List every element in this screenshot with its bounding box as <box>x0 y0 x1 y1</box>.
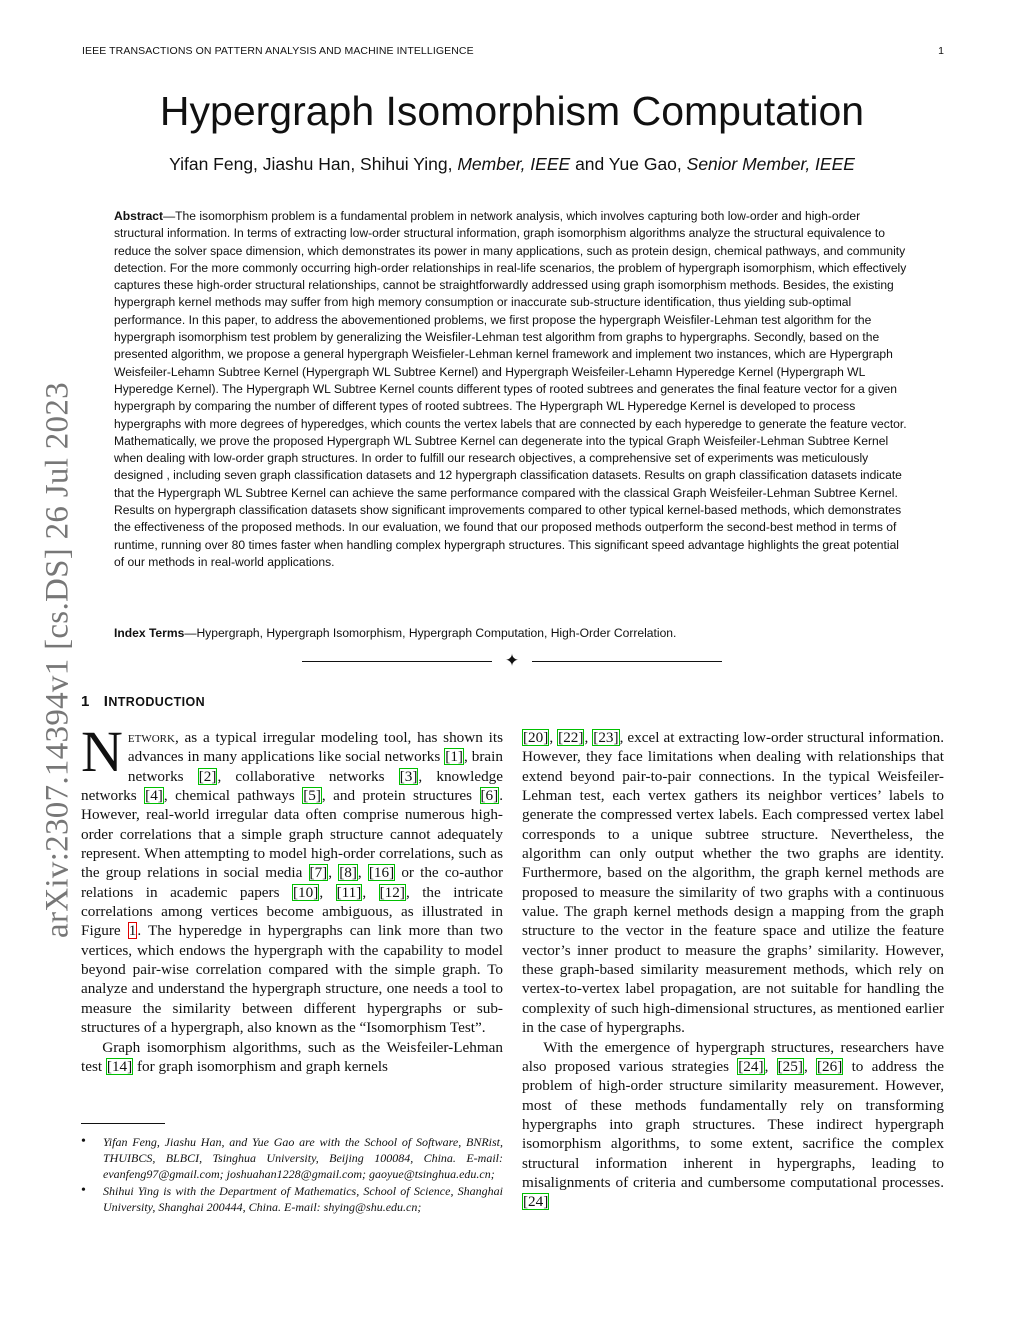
text-run: , <box>319 883 336 901</box>
citation-link[interactable]: [25] <box>777 1057 803 1075</box>
intro-paragraph-4 <box>522 1038 944 1212</box>
divider-line-left <box>302 661 492 662</box>
citation-link[interactable]: [5] <box>303 787 321 805</box>
citation-link[interactable]: [20] <box>523 729 549 746</box>
citation-link[interactable]: [7] <box>309 864 328 882</box>
text-run: , excel at extracting low-order structural information. However, they face limitations when dealing with relationships that extend beyond pair-to-pair connections. In the typical Weisfeiler-Lehman test, each vertex gathers its neighbor vertices’ labels to generate the compressed vertex labels. Each compressed vertex label corresponds to a unique subtree structure. Nevertheless, the algorithm can only output whether the two graphs are identity. Furthermore, based on the algorithm, the graph kernel methods are proposed to measure the similarity of two graphs with a continuous value. The graph kernel methods design a mapping from the graph structure to the vector in the feature space and utilize the feature vector’s inner product to measure the graphs’ similarity. However, these graph-based similarity measurement methods, which rely on vertex-to-vertex label propagation, are not suitable for handling the complexity of such high-dimensional structures, as mentioned earlier in the case of hypergraphs. <box>522 729 945 1037</box>
text-run: , <box>764 1057 777 1075</box>
citation-link[interactable]: [2] <box>198 767 217 785</box>
divider-star-icon: ✦ <box>504 651 520 670</box>
footnotes <box>81 1134 503 1216</box>
intro-paragraph-2 <box>81 1038 503 1077</box>
text-run: , collaborative networks <box>217 767 399 785</box>
text-run: . The hyperedge in hypergraphs can link more than two vertices, which endows the hypergraph with the capability to model beyond pair-wise correlation compared with the simple graph. To analyze and understand the hypergraph structure, one needs a tool to measure the similarity between different hypergraphs or sub-structures of a hypergraph, also known as the “Isomorphism Test”. <box>81 922 503 1037</box>
text-run: , brain networks <box>127 748 503 785</box>
left-column <box>81 719 504 1076</box>
abstract-text: —The isomorphism problem is a fundamental problem in network analysis, which involves capturing both low-order and high-order structural information. In terms of extracting low-order structural information, graph isomorphism algorithms analyze the structural equivalence to reduce the solver space dimension, which demonstrates its power in many applications, such as protein design, chemical pathways, and community detection. For the more commonly occurring high-order relationships in real-life scenarios, the problem of hypergraph isomorphism, which effectively captures these high-order structural relationships, cannot be straightforwardly addressed using graph isomorphism methods. Besides, the existing hypergraph kernel methods may suffer from high memory consumption or inaccurate sub-structure identification, thus yielding sub-optimal performance. In this paper, to address the abovementioned problems, we first propose the hypergraph Weisfiler-Lehman test algorithm for the hypergraph isomorphism test problem by generalizing the Weisfiler-Lehman test algorithm from graphs to hypergraphs. Secondly, based on the presented algorithm, we propose a general hypergraph Weisfieler-Lehman kernel framework and implement two instances, which are Hypergraph Weisfeiler-Lehamn Subtree Kernel (Hypergraph WL Subtree Kernel) and Hypergraph Weisfeiler-Lehamn Hyperedge Kernel (Hypergraph WL Hyperedge Kernel). The Hypergraph WL Subtree Kernel counts different types of rooted subtrees and generates the final feature vector for a given hypergraph by comparing the number of different types of rooted subtrees. The Hypergraph WL Hyperedge Kernel is developed to process hypergraphs with more degrees of hyperedges, which counts the vertex labels that are connected by each hyperedge to generate the feature vector. Mathematically, we prove the proposed Hypergraph WL Subtree Kernel can degenerate into the typical Graph Weisfeiler-Lehman Subtree Kernel when dealing with low-order graph structures. In order to fulfill our research objectives, a comprehensive set of experiments was meticulously designed , including seven graph classification datasets and 12 hypergraph classification datasets. Results on graph classification datasets indicate that the Hypergraph WL Subtree Kernel can achieve the same performance compared with the classical Graph Weisfeiler-Lehman Subtree Kernel. Results on hypergraph classification datasets show significant improvements compared to other typical kernel-based methods, which demonstrates the effectiveness of the proposed methods. In our evaluation, we found that our proposed methods outperform the second-best method in terms of runtime, running over 80 times faster when handling complex hypergraph structures. This significant speed advantage highlights the great potential of our methods in real-world applications. <box>114 209 907 569</box>
text-run: for graph isomorphism and graph kernels <box>133 1057 388 1075</box>
author-role-1: Member, IEEE <box>457 154 571 174</box>
figure-link[interactable]: 1 <box>128 922 137 940</box>
text-run: , and protein structures <box>321 787 480 805</box>
abstract-label: Abstract <box>114 209 164 223</box>
footnote-rule <box>81 1123 165 1124</box>
text-run: . However, real-world irregular data often comprise numerous high-order correlations that a simple graph structure cannot adequately represent. When attempting to model high-order correlations, such as the group relations in social media <box>81 787 504 882</box>
page-number: 1 <box>938 45 944 57</box>
citation-link[interactable]: [11] <box>336 883 362 901</box>
citation-link[interactable]: [12] <box>379 883 405 901</box>
text-run: , <box>328 864 339 882</box>
citation-link[interactable]: [26] <box>817 1057 843 1075</box>
text-run: , <box>357 864 368 882</box>
text-run: , <box>803 1057 816 1075</box>
citation-link[interactable]: [24] <box>523 1193 549 1211</box>
text-run: , knowledge networks <box>81 767 504 805</box>
author-names-2: and Yue Gao, <box>575 154 682 174</box>
index-terms-label: Index Terms <box>114 626 185 640</box>
dropcap: N <box>81 719 123 784</box>
author-names-1: Yifan Feng, Jiashu Han, Shihui Ying, <box>169 154 453 174</box>
citation-link[interactable]: [10] <box>293 883 319 901</box>
abstract <box>114 208 910 571</box>
footnote-affiliation-2: • Shihui Ying is with the Department of Mathematics, School of Science, Shanghai University, Shanghai 200444, China. E-mail: shying@shu.edu.cn; <box>81 1183 503 1215</box>
citation-link[interactable]: [24] <box>738 1057 764 1075</box>
right-column <box>522 728 944 1212</box>
citation-link[interactable]: [22] <box>558 729 584 746</box>
intro-paragraph-1 <box>81 719 504 1038</box>
citation-link[interactable]: [23] <box>593 729 619 746</box>
citation-link[interactable]: [16] <box>368 864 395 882</box>
intro-paragraph-3 <box>522 728 944 1038</box>
citation-link[interactable]: [14] <box>106 1057 133 1075</box>
text-run: With the emergence of hypergraph structures, researchers have also proposed various strategies <box>522 1038 944 1075</box>
running-header: IEEE TRANSACTIONS ON PATTERN ANALYSIS AND MACHINE INTELLIGENCE <box>82 45 474 57</box>
divider-line-right <box>532 661 722 662</box>
text-run: or the co-author relations in academic papers <box>81 864 504 901</box>
text-run: , <box>584 729 593 746</box>
citation-link[interactable]: [3] <box>399 767 418 785</box>
section-title-rest: NTRODUCTION <box>108 695 206 709</box>
lead-word: etwork <box>127 729 175 746</box>
author-role-2: Senior Member, IEEE <box>686 154 855 174</box>
citation-link[interactable]: [8] <box>339 864 357 882</box>
text-run: , <box>362 883 379 901</box>
section-number: 1 <box>81 693 90 710</box>
citation-link[interactable]: [4] <box>145 787 163 805</box>
text-run: to address the problem of high-order structure similarity measurement. However, most of these methods fundamentally rely on transforming hypergraphs into graph structures. These indirect hypergraph isomorphism algorithms, to some extent, sacrifice the complex structural information inherent in hypergraphs, leading to misalignments of criteria and cumbersome computational processes. <box>522 1057 945 1191</box>
index-terms-text: —Hypergraph, Hypergraph Isomorphism, Hypergraph Computation, High-Order Correlation. <box>184 626 677 640</box>
paper-title: Hypergraph Isomorphism Computation <box>159 88 865 134</box>
text-run: , <box>549 729 558 746</box>
section-title-first: I <box>103 693 109 710</box>
text-run: , chemical pathways <box>163 787 303 805</box>
citation-link[interactable]: [6] <box>480 787 499 805</box>
section-divider <box>302 651 722 671</box>
author-line <box>0 154 1024 175</box>
arxiv-watermark: arXiv:2307.14394v1 [cs.DS] 26 Jul 2023 <box>39 382 76 938</box>
index-terms <box>114 625 910 642</box>
citation-link[interactable]: [1] <box>445 748 463 766</box>
text-run: , as a typical irregular modeling tool, has shown its advances in many applications like social networks <box>127 729 503 766</box>
section-heading <box>81 693 205 710</box>
text-run: Graph isomorphism algorithms, such as the Weisfeiler-Lehman test <box>81 1038 503 1075</box>
text-run: , the intricate correlations among vertices become ambiguous, as illustrated in Figure <box>81 883 504 940</box>
footnote-affiliation-1: • Yifan Feng, Jiashu Han, and Yue Gao are with the School of Software, BNRist, THUIBCS, BLBCI, Tsinghua University, Beijing 100084, China. E-mail: evanfeng97@gmail.com; joshuahan1228@gmail.com; gaoyue@tsinghua.edu.cn; <box>81 1134 503 1182</box>
